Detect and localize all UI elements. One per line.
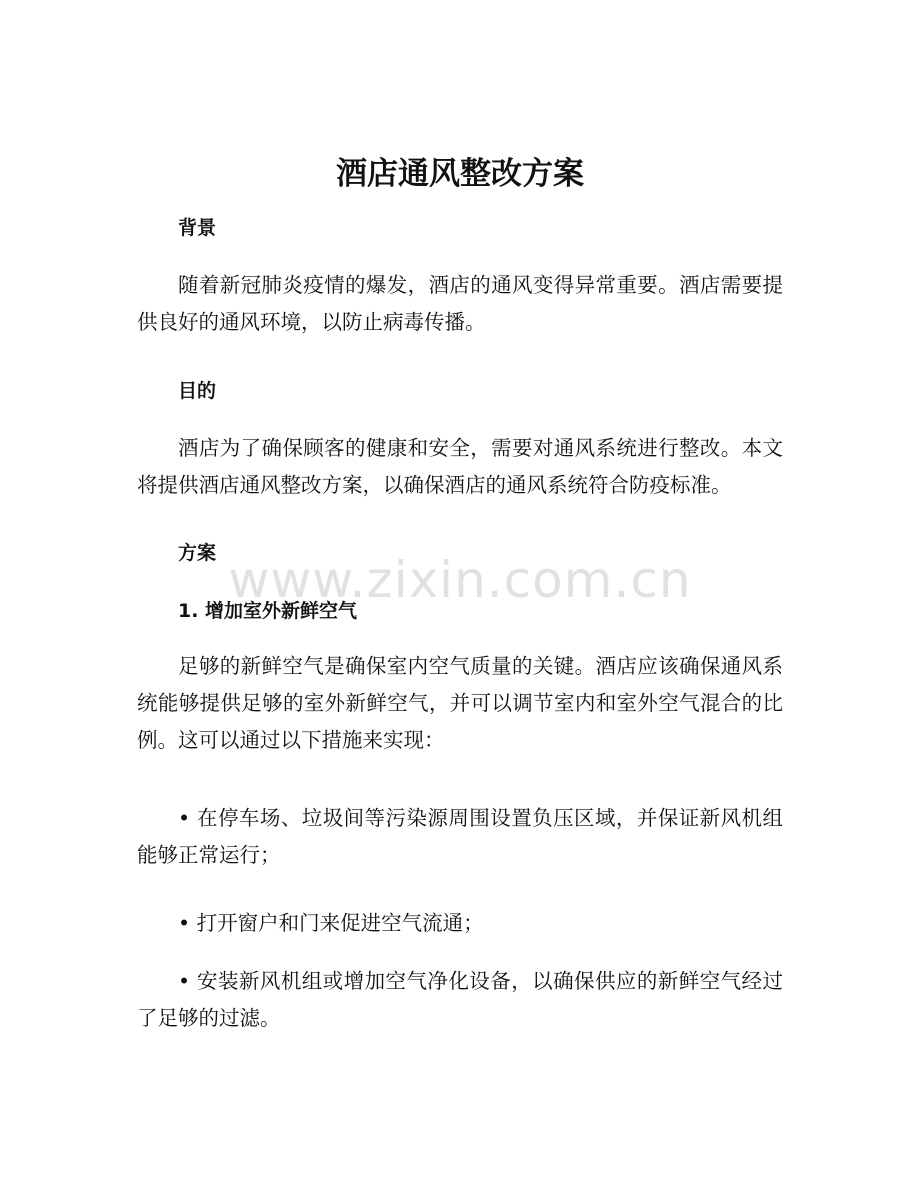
background-paragraph: 随着新冠肺炎疫情的爆发，酒店的通风变得异常重要。酒店需要提供良好的通风环境，以防止病毒传播。 [137,273,783,334]
fresh-air-paragraph: 足够的新鲜空气是确保室内空气质量的关键。酒店应该确保通风系统能够提供足够的室外新鲜空气，并可以调节室内和室外空气混合的比例。这可以通过以下措施来实现： [137,654,783,752]
bullet-item-negative-pressure: • 在停车场、垃圾间等污染源周围设置负压区域，并保证新风机组能够正常运行； [137,806,783,867]
section-heading-purpose: 目的 [178,380,217,402]
section-heading-plan: 方案 [178,542,217,564]
subsection-heading-fresh-air: 1. 增加室外新鲜空气 [178,600,358,622]
bullet-item-air-purification: • 安装新风机组或增加空气净化设备，以确保供应的新鲜空气经过了足够的过滤。 [137,969,783,1030]
bullet-item-open-windows: • 打开窗户和门来促进空气流通； [178,911,484,935]
document-title: 酒店通风整改方案 [336,156,584,192]
watermark: www.zixin.com.cn [228,551,692,609]
purpose-paragraph: 酒店为了确保顾客的健康和安全，需要对通风系统进行整改。本文将提供酒店通风整改方案，以确保酒店的通风系统符合防疫标准。 [137,436,783,497]
section-heading-background: 背景 [178,217,217,239]
